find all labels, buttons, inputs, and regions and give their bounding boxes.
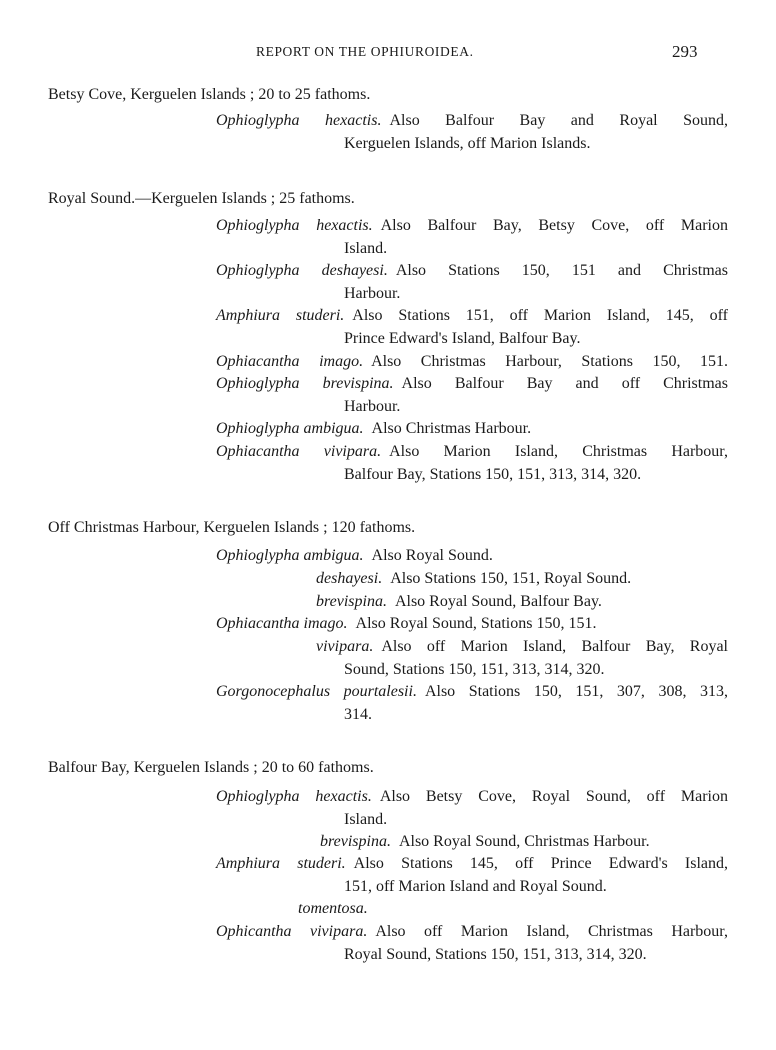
species-entry [216, 351, 728, 374]
species-name: Ophiacantha imago. [216, 615, 348, 632]
entry-continuation: Harbour. [344, 284, 401, 302]
entry-text: Also Balfour Bay and Royal Sound, [389, 112, 729, 129]
species-entry [216, 921, 728, 966]
species-entry [216, 441, 728, 486]
species-name: Ophioglypha hexactis. [216, 112, 382, 129]
species-name: brevispina. [320, 833, 391, 850]
species-entry [216, 545, 728, 568]
entry-continuation: Harbour. [344, 397, 401, 415]
entry-continuation: 314. [344, 705, 372, 723]
species-name: Ophioglypha deshayesi. [216, 262, 388, 279]
species-entry [216, 373, 728, 418]
entry-line [216, 110, 728, 133]
species-name: Ophicantha vivipara. [216, 923, 368, 940]
species-name: Ophioglypha hexactis. [216, 217, 373, 234]
species-entry [216, 786, 728, 831]
locality-heading: Betsy Cove, Kerguelen Islands ; 20 to 25 fathoms. [48, 86, 371, 103]
species-entry [216, 831, 728, 854]
entry-continuation: Royal Sound, Stations 150, 151, 313, 314, 320. [344, 945, 647, 963]
entry-text: Also Marion Island, Christmas Harbour, [389, 443, 728, 460]
species-name: deshayesi. [316, 570, 383, 587]
species-name: Gorgonocephalus pourtalesii. [216, 683, 417, 700]
species-entry [216, 613, 728, 636]
entry-text: Also Royal Sound, Stations 150, 151. [355, 615, 597, 632]
species-name: brevispina. [316, 593, 387, 610]
species-entry [216, 636, 728, 681]
entry-continuation: Prince Edward's Island, Balfour Bay. [344, 329, 581, 347]
entry-text: Also Stations 151, off Marion Island, 145, off [352, 307, 728, 324]
species-name: Ophioglypha hexactis. [216, 788, 372, 805]
species-name: vivipara. [316, 638, 374, 655]
entry-text: Also Royal Sound. [371, 547, 493, 564]
entry-text: Also Royal Sound, Christmas Harbour. [398, 833, 650, 850]
species-name: tomentosa. [298, 900, 368, 917]
species-entry [216, 568, 728, 591]
species-name: Amphiura studeri. [216, 307, 345, 324]
species-entry [216, 418, 728, 441]
locality-heading: Royal Sound.—Kerguelen Islands ; 25 fathoms. [48, 190, 355, 207]
entry-text: Also Christmas Harbour, Stations 150, 151. [371, 353, 728, 370]
entry-text: Also Stations 150, 151, 307, 308, 313, [424, 683, 728, 700]
entry-text: Also Stations 150, 151 and Christmas [395, 262, 728, 279]
running-header [0, 44, 776, 66]
species-name: Ophioglypha ambigua. [216, 547, 364, 564]
entry-text: Also Stations 145, off Prince Edward's Island, [353, 855, 728, 872]
entry-text: Also Balfour Bay, Betsy Cove, off Marion [380, 217, 729, 234]
entry-text: Also Christmas Harbour. [371, 420, 532, 437]
entry-text: Also Royal Sound, Balfour Bay. [394, 593, 602, 610]
species-entry [216, 853, 728, 898]
entry-text: Also off Marion Island, Balfour Bay, Royal [381, 638, 728, 655]
species-name: Ophiacantha imago. [216, 353, 364, 370]
locality-heading: Off Christmas Harbour, Kerguelen Islands ; 120 fathoms. [48, 519, 416, 536]
species-name: Ophioglypha ambigua. [216, 420, 364, 437]
entry-text: Also off Marion Island, Christmas Harbour, [375, 923, 728, 940]
entry-continuation: Island. [344, 239, 388, 257]
entry-text: Also Balfour Bay and off Christmas [401, 375, 729, 392]
page-number: 293 [672, 42, 698, 61]
locality-heading: Balfour Bay, Kerguelen Islands ; 20 to 60 fathoms. [48, 759, 374, 776]
entry-continuation: 151, off Marion Island and Royal Sound. [344, 877, 607, 895]
entry-continuation: Kerguelen Islands, off Marion Islands. [344, 134, 591, 152]
header-title: REPORT ON THE OPHIUROIDEA. [256, 44, 474, 59]
entry-continuation: Island. [344, 810, 388, 828]
species-name: Amphiura studeri. [216, 855, 346, 872]
species-entry [216, 898, 728, 921]
entry-continuation: Balfour Bay, Stations 150, 151, 313, 314, 320. [344, 465, 642, 483]
species-entry [216, 305, 728, 350]
entry-text: Also Stations 150, 151, Royal Sound. [390, 570, 632, 587]
species-entry [216, 591, 728, 614]
species-entry [216, 110, 728, 155]
species-name: Ophioglypha brevispina. [216, 375, 394, 392]
entry-text: Also Betsy Cove, Royal Sound, off Marion [379, 788, 729, 805]
species-entry [216, 260, 728, 305]
species-entry [216, 681, 728, 726]
species-name: Ophiacantha vivipara. [216, 443, 382, 460]
species-entry [216, 215, 728, 260]
entry-continuation: Sound, Stations 150, 151, 313, 314, 320. [344, 660, 605, 678]
